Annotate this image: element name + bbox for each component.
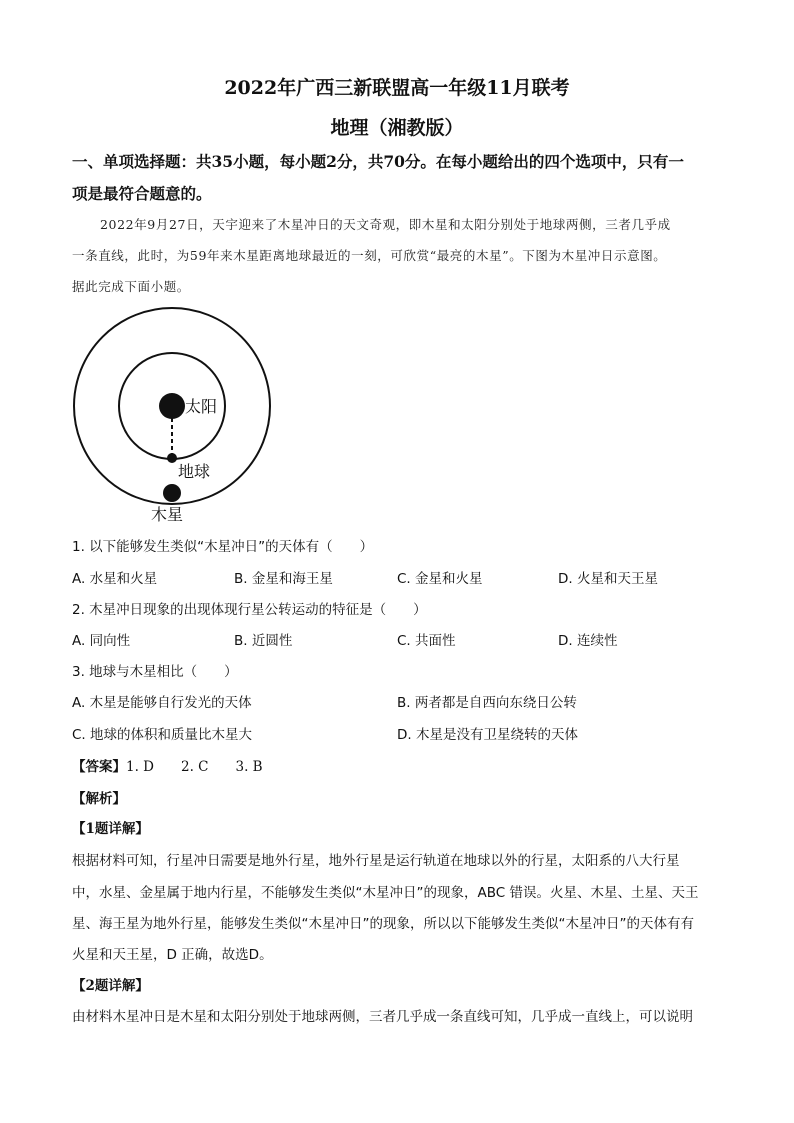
- earth-label: 地球: [178, 462, 211, 481]
- diagram-svg: [72, 306, 272, 526]
- option-d: D. 连续性: [558, 633, 618, 649]
- detail2-line: 由材料木星冲日是木星和太阳分别处于地球两侧，三者几乎成一条直线可知，几乎成一直线上，可以说明: [72, 1009, 693, 1025]
- section-heading-line2: 项是最符合题意的。: [72, 184, 212, 203]
- option-a: A. 水星和火星: [72, 571, 158, 587]
- analysis-label: 【解析】: [72, 791, 126, 807]
- material-line: 一条直线，此时，为59年来木星距离地球最近的一刻，可欣赏“最亮的木星”。下图为木星冲日示意图。: [72, 248, 667, 263]
- option-c: C. 地球的体积和质量比木星大: [72, 727, 253, 743]
- jupiter-label: 木星: [151, 505, 184, 524]
- option-d: D. 木星是没有卫星绕转的天体: [397, 727, 578, 743]
- answer-values: 1. D 2. C 3. B: [126, 759, 263, 775]
- question-stem: 3. 地球与木星相比（ ）: [72, 664, 238, 680]
- option-c: C. 共面性: [397, 633, 456, 649]
- sun-marker: [159, 393, 185, 419]
- detail1-line: 根据材料可知，行星冲日需要是地外行星，地外行星是运行轨道在地球以外的行星，太阳系的八大行星: [72, 853, 680, 869]
- detail1-heading: 【1题详解】: [72, 821, 149, 837]
- detail1-line: 星、海王星为地外行星，能够发生类似“木星冲日”的现象，所以以下能够发生类似“木星冲日”的天体有有: [72, 916, 694, 932]
- earth-marker: [167, 453, 177, 463]
- detail1-line: 火星和天王星，D 正确，故选D。: [72, 947, 273, 963]
- material-line: 据此完成下面小题。: [72, 279, 190, 294]
- option-b: B. 两者都是自西向东绕日公转: [397, 695, 577, 711]
- sun-label: 太阳: [185, 397, 218, 416]
- detail2-heading: 【2题详解】: [72, 978, 149, 994]
- option-b: B. 近圆性: [234, 633, 293, 649]
- page-subtitle: 地理（湘教版）: [330, 117, 464, 139]
- detail1-line: 中，水星、金星属于地内行星，不能够发生类似“木星冲日”的现象，ABC 错误。火星、木星、土星、天王: [72, 885, 699, 901]
- option-a: A. 木星是能够自行发光的天体: [72, 695, 252, 711]
- question-stem: 1. 以下能够发生类似“木星冲日”的天体有（ ）: [72, 539, 374, 555]
- section-heading-line1: 一、单项选择题：共35小题，每小题2分，共70分。在每小题给出的四个选项中，只有一: [72, 152, 684, 171]
- option-a: A. 同向性: [72, 633, 131, 649]
- jupiter-marker: [163, 484, 181, 502]
- jupiter-opposition-diagram: [72, 306, 272, 526]
- option-c: C. 金星和火星: [397, 571, 483, 587]
- material-line: 2022年9月27日，天宇迎来了木星冲日的天文奇观，即木星和太阳分别处于地球两侧，三者几乎成: [100, 217, 671, 232]
- option-d: D. 火星和天王星: [558, 571, 658, 587]
- answer-line: [72, 755, 263, 775]
- option-b: B. 金星和海王星: [234, 571, 333, 587]
- answer-label: 【答案】: [72, 759, 126, 775]
- page-title: 2022年广西三新联盟高一年级11月联考: [224, 77, 570, 99]
- question-stem: 2. 木星冲日现象的出现体现行星公转运动的特征是（ ）: [72, 602, 427, 618]
